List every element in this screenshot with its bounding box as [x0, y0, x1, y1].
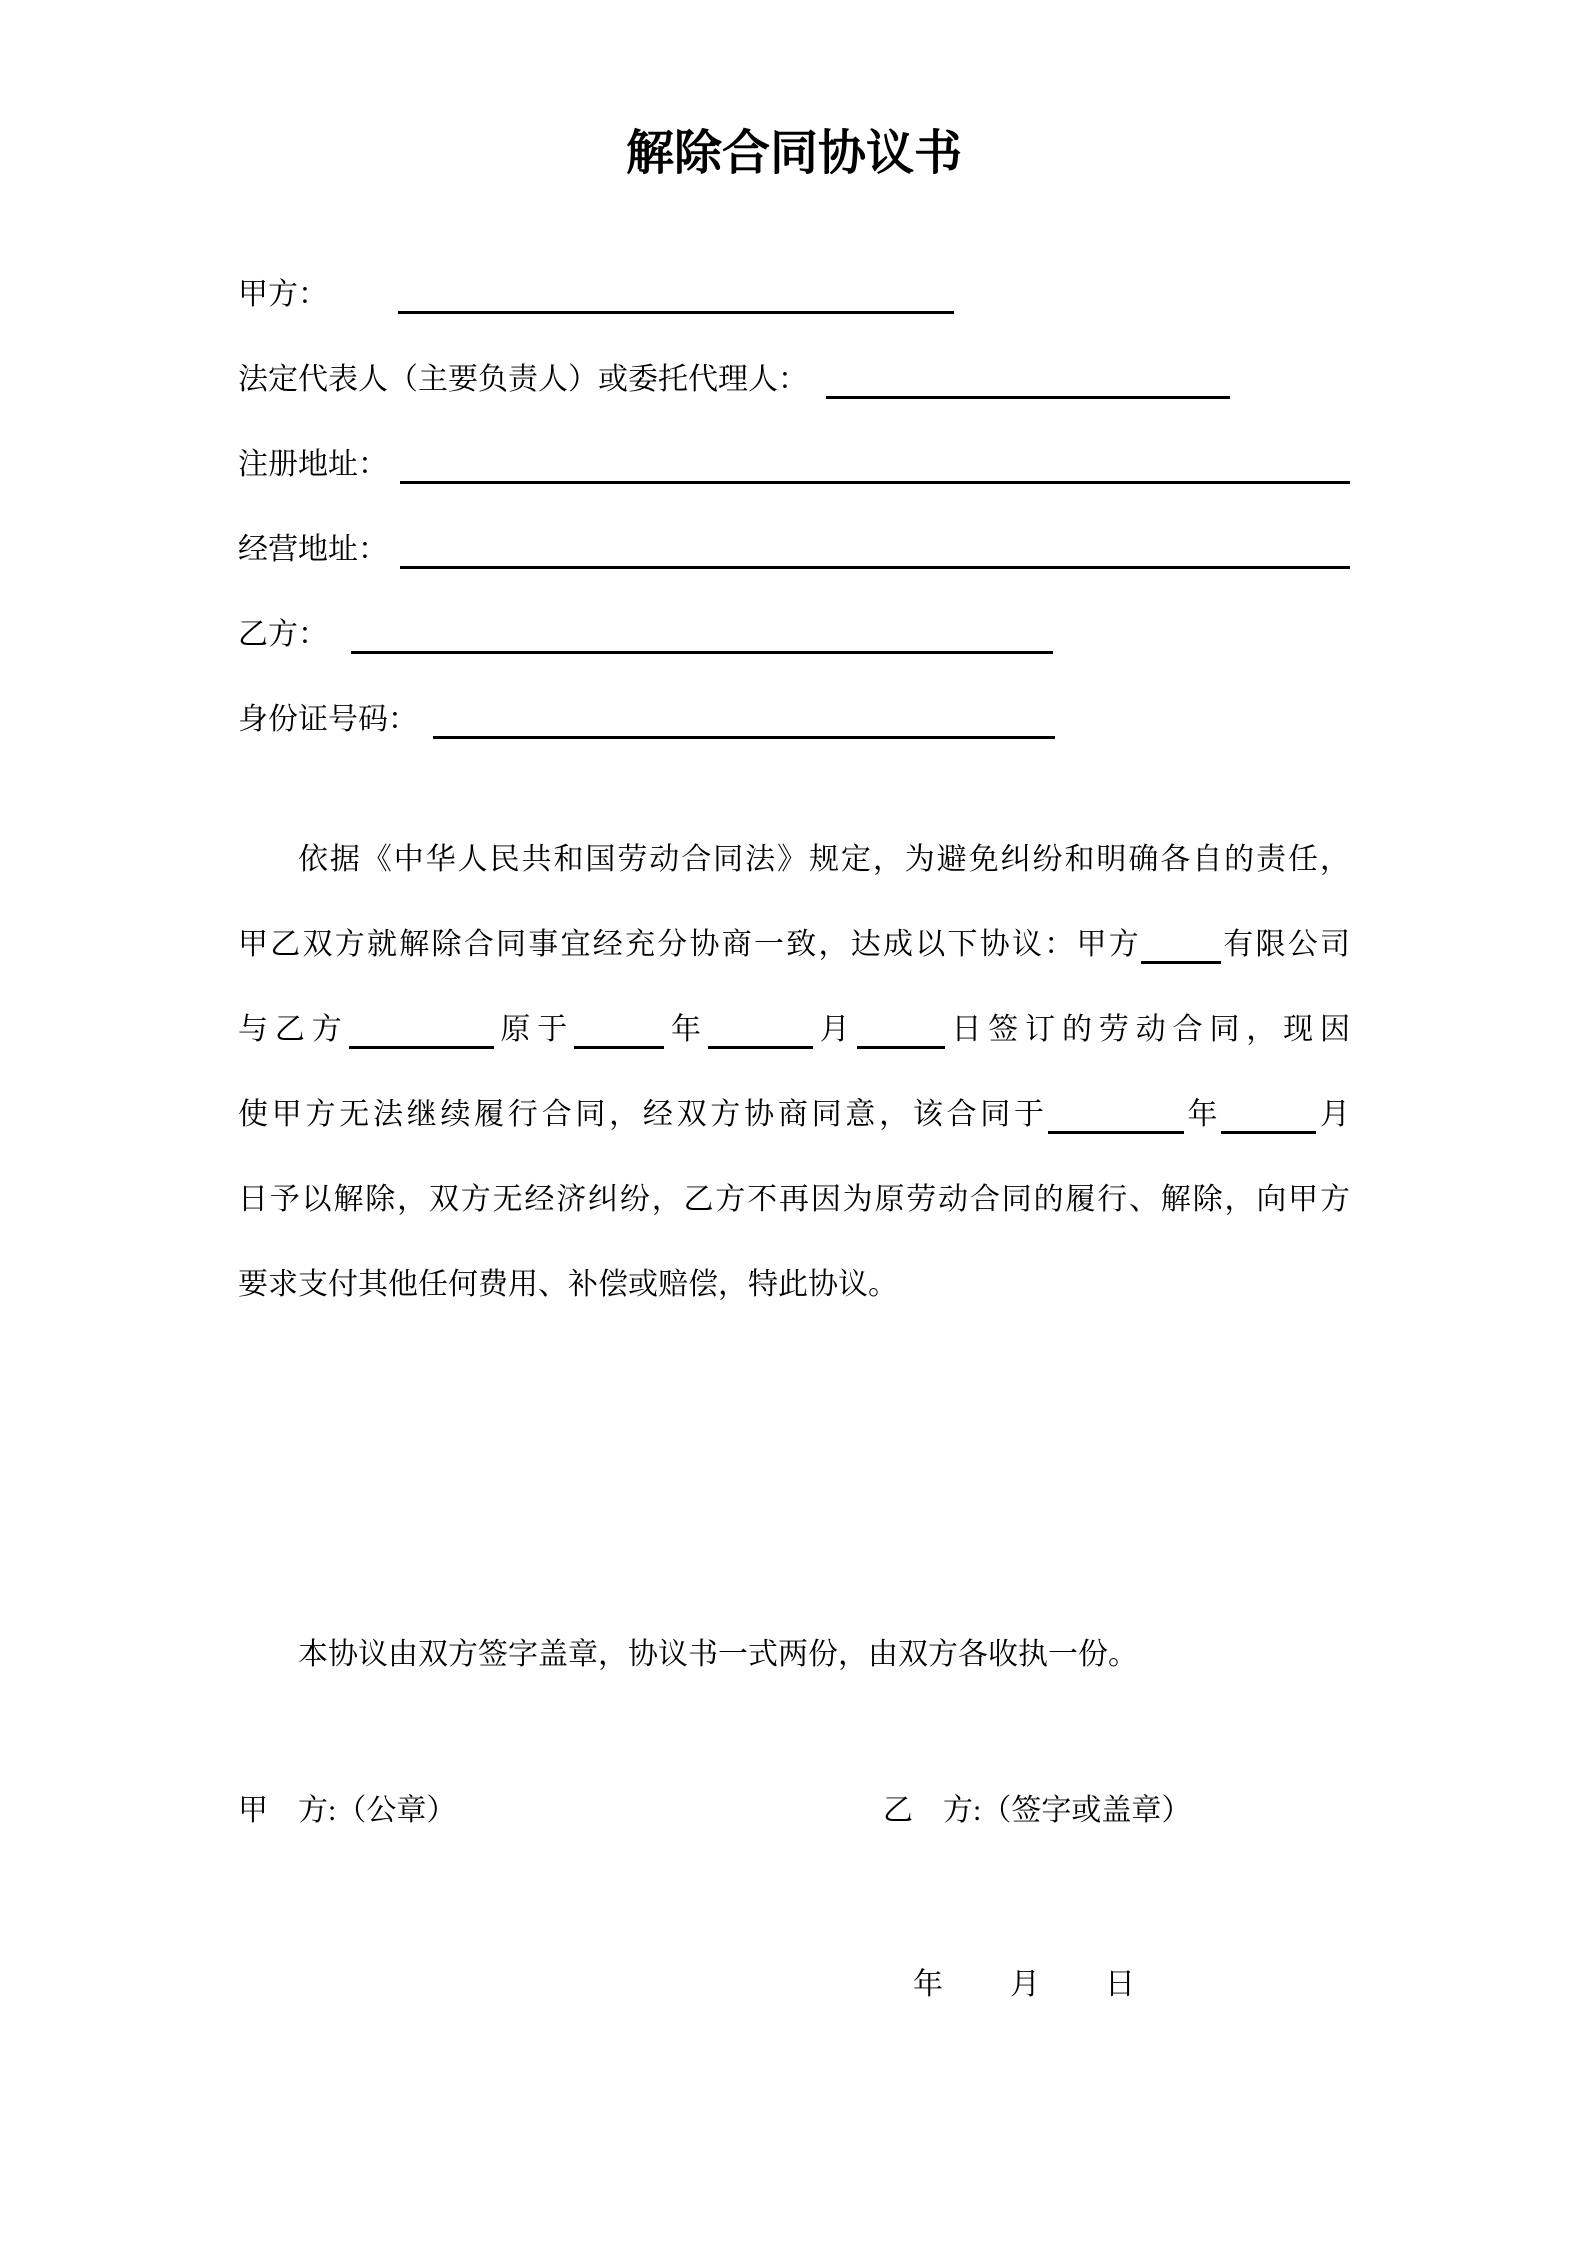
fill-in-blank: [400, 564, 1350, 569]
body-text: 要求支付其他任何费用、补偿或赔偿，特此协议。: [238, 1268, 898, 1301]
body-text: 甲乙双方就解除合同事宜经充分协商一致，达成以下协议：甲方: [238, 928, 1141, 961]
document-title: 解除合同协议书: [625, 127, 962, 180]
body-text: 月: [1316, 1098, 1351, 1131]
field-label: 身份证号码：: [238, 703, 418, 736]
date-month-label: 月: [1010, 1968, 1040, 2001]
fill-in-blank: [433, 734, 1055, 739]
fill-in-blank: [857, 1044, 945, 1049]
date-year-label: 年: [913, 1968, 943, 2001]
fill-in-blank: [1048, 1129, 1184, 1134]
fill-in-blank: [708, 1044, 813, 1049]
field-label: 法定代表人（主要负责人）或委托代理人：: [238, 363, 808, 396]
field-label: 甲方：: [238, 278, 328, 311]
body-text: 日予以解除，双方无经济纠纷，乙方不再因为原劳动合同的履行、解除，向甲方: [238, 1183, 1350, 1216]
signature-party-a: 甲 方:（公章）: [238, 1794, 457, 1827]
fill-in-blank: [351, 649, 1053, 654]
field-label: 注册地址：: [238, 448, 388, 481]
body-line: [238, 1242, 1350, 1327]
fill-in-blank: [1141, 959, 1221, 964]
field-legal-representative: [238, 337, 1350, 422]
signature-party-b: 乙 方:（签字或盖章）: [883, 1794, 1192, 1827]
fill-in-blank: [826, 394, 1230, 399]
body-text: 年: [1183, 1098, 1222, 1131]
body-text: 与乙方: [238, 1013, 349, 1046]
field-id-number: [238, 677, 1350, 762]
field-label: 乙方：: [238, 618, 328, 651]
closing-paragraph: 本协议由双方签字盖章，协议书一式两份，由双方各收执一份。: [298, 1638, 1138, 1671]
field-business-address: [238, 507, 1350, 592]
body-line: [238, 1072, 1350, 1157]
fill-in-blank: [349, 1044, 494, 1049]
header-fields: [238, 252, 1350, 762]
field-party-b: [238, 592, 1350, 677]
body-line: [238, 902, 1350, 987]
date-line: [238, 1964, 1350, 2006]
field-party-a: [238, 252, 1350, 337]
body-text: 使甲方无法继续履行合同，经双方协商同意，该合同于: [238, 1098, 1048, 1131]
body-paragraph: [238, 817, 1350, 1327]
body-text: 月: [812, 1013, 857, 1046]
field-label: 经营地址：: [238, 533, 388, 566]
fill-in-blank: [1221, 1129, 1316, 1134]
body-line: [238, 1157, 1350, 1242]
body-text: 日签订的劳动合同，现因: [944, 1013, 1351, 1046]
body-text: 原于: [493, 1013, 575, 1046]
fill-in-blank: [400, 479, 1350, 484]
body-text: 依据《中华人民共和国劳动合同法》规定，为避免纠纷和明确各自的责任，: [298, 843, 1350, 876]
body-text: 有限公司: [1221, 928, 1350, 961]
body-line: [238, 817, 1350, 902]
signature-row: [238, 1790, 1350, 1832]
body-text: 年: [664, 1013, 708, 1046]
field-registered-address: [238, 422, 1350, 507]
fill-in-blank: [398, 309, 954, 314]
fill-in-blank: [574, 1044, 664, 1049]
body-line: [238, 987, 1350, 1072]
date-day-label: 日: [1105, 1968, 1135, 2001]
